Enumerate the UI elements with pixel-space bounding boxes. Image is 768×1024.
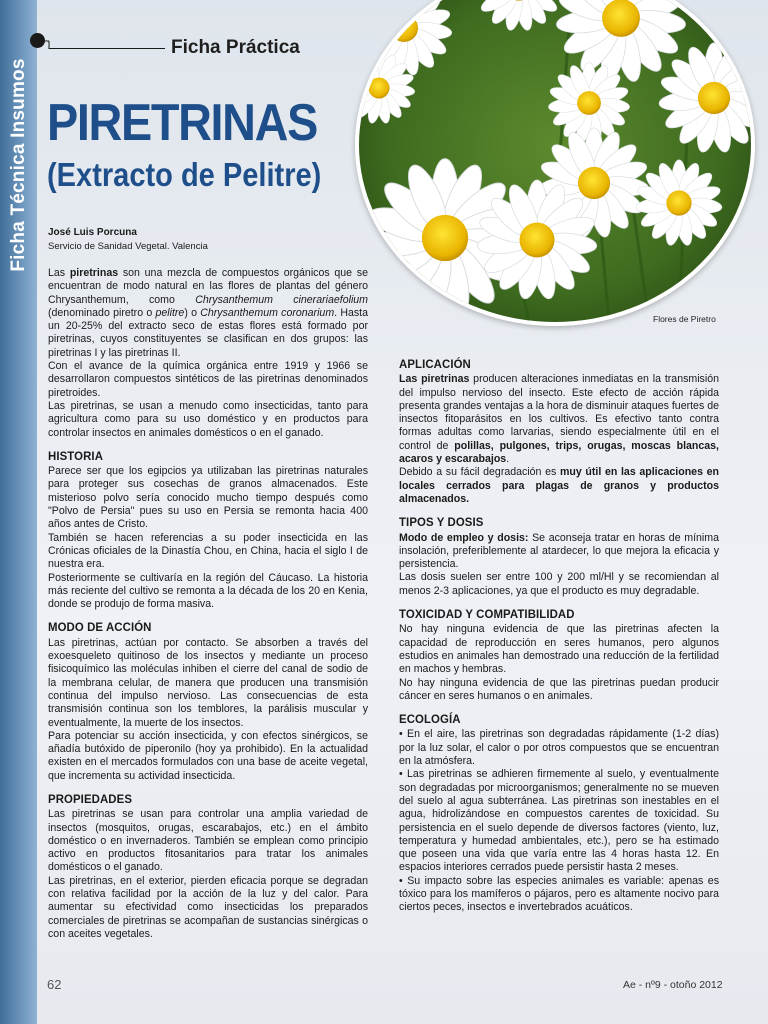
right-column [399,358,719,925]
body-paragraph: Las piretrinas, en el exterior, pierden eficacia porque se degradan con relativa facilidad por la acción de la luz y del calor. Para aumentar su efectividad como insecticidas los preparados comerciales de piretrinas se acompañan de sustancias sinérgicas o con aceites vegetales. [48,874,368,940]
body-paragraph: Para potenciar su acción insecticida, y con efectos sinérgicos, se añadía butóxido de piperonilo (hoy ya prohibido). En la actualidad existen en el mercados formulados con una base de aceite vegetal, que incrementa su actividad insecticida. [48,729,368,782]
intro-paragraph: Las piretrinas, se usan a menudo como insecticidas, tanto para agricultura como para su uso doméstico y en productos para controlar insectos en animales domésticos o en el ganado. [48,399,368,439]
body-paragraph: También se hacen referencias a su poder insecticida en las Crónicas oficiales de la Dinastía Chou, en China, hacia el siglo I de nuestra era. [48,531,368,571]
body-paragraph: Las piretrinas producen alteraciones inmediatas en la transmisión del impulso nervioso del insecto. Este efecto de acción rápida presenta grandes ventajas a la hora de disminuir ataques fuertes de insectos fitoparásitos en los cultivos. Es efectivo tanto contra formas adultas como larvarias, siendo especialmente útil en el control de polillas, pulgones, trips, orugas, moscas blancas, acaros y escarabajos. [399,373,720,466]
section-heading: PROPIEDADES [48,791,133,806]
sidebar-label-text: Ficha Técnica Insumos [8,58,29,272]
body-paragraph: Las piretrinas se usan para controlar una amplia variedad de insectos (mosquitos, orugas, escarabajos, etc.) en el ámbito doméstico o en invernaderos. También se emplean como principio activo en productos fitosanitarios para tratar los animales domésticos o el ganado. [48,808,368,874]
intro-paragraph: Con el avance de la química orgánica entre 1919 y 1966 se desarrollaron compuestos sintéticos de las piretrinas denominados piretroides. [48,360,368,399]
body-paragraph: Las dosis suelen ser entre 100 y 200 ml/Hl y se recomiendan al menos 2-3 aplicaciones, ya que el producto es muy degradable. [399,571,719,597]
section-kicker: Ficha Práctica [171,37,300,58]
issue-label: Ae - nº9 - otoño 2012 [623,979,723,991]
page-number: 62 [47,977,62,992]
tipos-dosis-section [399,516,719,598]
body-paragraph: Debido a su fácil degradación es muy útil en las aplicaciones en locales cerrados para plagas de granos y productos almacenados. [399,466,719,505]
header-bullet [30,33,45,48]
ecologia-section [399,713,719,914]
body-paragraph: No hay ninguna evidencia de que las piretrinas puedan producir cáncer en seres humanos o en animales. [399,676,719,702]
propiedades-section [48,793,368,941]
toxicidad-section [399,608,719,703]
historia-section [48,450,368,612]
section-heading: TOXICIDAD Y COMPATIBILIDAD [399,607,575,622]
left-column [48,267,368,951]
body-paragraph: No hay ninguna evidencia de que las piretrinas afecten la capacidad de reproducción en seres humanos, pero algunos estudios en animales han demostrado una reducción de la fertilidad en machos y hembras. [399,623,719,676]
body-paragraph: Modo de empleo y dosis: Se aconseja tratar en horas de mínima insolación, preferiblemente al atardecer, lo que mejora la eficacia y persistencia. [399,531,719,571]
body-paragraph: Parece ser que los egipcios ya utilizaban las piretrinas naturales para proteger sus cosechas de granos almacenados. Este misterioso polvo sería conocido mucho tiempo después como "Polvo de Persia" pues su uso en Persia se remonta hacia 400 años antes de Cristo. [48,465,368,531]
body-paragraph: • En el aire, las piretrinas son degradadas rápidamente (1-2 días) por la luz solar, el calor o por otros compuestos que se encuentran en la atmósfera. [399,728,719,768]
section-heading: APLICACIÓN [399,357,471,371]
header-rule [37,40,165,49]
section-heading: HISTORIA [48,448,104,463]
photo-caption: Flores de Piretro [653,314,716,324]
modo-accion-section [48,621,368,783]
intro-paragraph: Las piretrinas son una mezcla de compuestos orgánicos que se encuentran de modo natural en las flores de plantas del género Chrysanthemum, como Chrysanthemum cinerariaefolium (denominado piretro o pelitre) o Chrysanthemum coronarium. Hasta un 20-25% del extracto seco de estas flores está formado por piretrinas, cuyos constituyentes se clasifican en dos grupos: las piretrinas I y las piretrinas II. [48,267,369,359]
author-name: José Luis Porcuna [48,227,137,238]
body-paragraph: Posteriormente se cultivaría en la región del Cáucaso. La historia más reciente del cultivo se remonta a la década de los 20 en Kenia, donde se produjo de forma masiva. [48,571,368,611]
page-title: PIRETRINAS [47,94,317,152]
page-subtitle: (Extracto de Pelitre) [47,156,322,193]
flower-photo-image [359,0,751,322]
intro-section [48,267,368,440]
aplicacion-section [399,358,719,506]
body-paragraph: • Su impacto sobre las especies animales es variable: apenas es tóxico para los mamíferos o pájaros, pero es altamente nocivo para ciertos peces, insectos e invertebrados acuáticos. [399,874,719,914]
body-paragraph: • Las piretrinas se adhieren firmemente al suelo, y eventualmente son degradadas por microorganismos; generalmente no se mueven del suelo al agua subterránea. Las piretrinas son inestables en el agua, hidrolizándose en compuestos carentes de toxicidad. Su persistencia en el suelo depende de diversos factores (viento, luz, temperatura y humedad ambientales, etc.), pero se ha estimado que poseen una vida que varía entre las 4 horas hasta 12. En espacios interiores cerrados puede persistir hasta 2 meses. [399,768,719,874]
section-heading: TIPOS Y DOSIS [399,515,484,530]
section-heading: ECOLOGÍA [399,712,461,727]
section-heading: MODO DE ACCIÓN [48,620,152,635]
author-affiliation: Servicio de Sanidad Vegetal. Valencia [48,241,208,252]
flower-photo [355,0,755,326]
body-paragraph: Las piretrinas, actúan por contacto. Se absorben a través del exoesqueleto quitinoso de los insectos y mediante un proceso fisicoquímico las moléculas inhiben el cierre del canal de sodio de la membrana celular, de manera que producen una transmisión continua del impulso nervioso. Las consecuencias de esta transmisión continua son los temblores, la parálisis muscular y eventualmente, la muerte de los insectos. [48,636,368,729]
